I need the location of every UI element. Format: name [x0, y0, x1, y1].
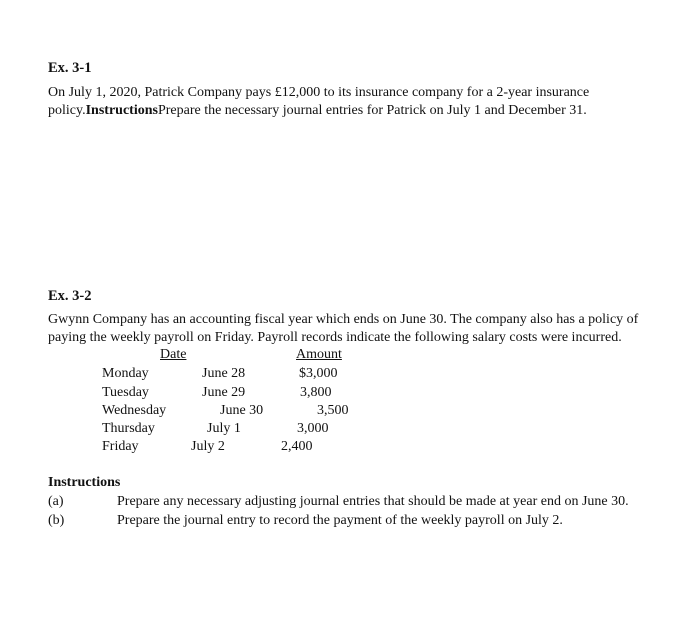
instruction-label: (b)	[48, 513, 65, 528]
table-header-date: Date	[160, 347, 187, 362]
ex31-text-line2-end: Prepare the necessary journal entries for Patrick on July 1 and December 31.	[157, 103, 587, 118]
table-cell-day: Thursday	[102, 421, 155, 436]
ex32-text-line2: paying the weekly payroll on Friday. Payroll records indicate the following salary costs were incurred.	[48, 330, 622, 345]
table-cell-day: Monday	[102, 366, 149, 381]
table-cell-day: Wednesday	[102, 403, 167, 418]
ex31-text-line2-start: policy.	[48, 103, 86, 118]
table-cell-date: July 2	[191, 439, 225, 454]
instruction-text: Prepare any necessary adjusting journal entries that should be made at year end on June 30.	[117, 494, 629, 509]
table-cell-date: July 1	[207, 421, 241, 436]
ex32-text-line1: Gwynn Company has an accounting fiscal year which ends on June 30. The company also has a policy of	[48, 312, 639, 327]
ex31-title: Ex. 3-1	[48, 60, 92, 76]
table-cell-day: Tuesday	[102, 385, 149, 400]
table-cell-amount: $3,000	[299, 366, 338, 381]
table-cell-amount: 3,000	[297, 421, 329, 436]
ex31-instructions-label: Instructions	[85, 103, 158, 118]
table-cell-amount: 3,500	[317, 403, 349, 418]
table-cell-date: June 29	[202, 385, 246, 400]
ex31-text-line2	[48, 102, 587, 120]
table-cell-day: Friday	[102, 439, 139, 454]
table-header-amount: Amount	[296, 347, 342, 362]
ex31-text-line1: On July 1, 2020, Patrick Company pays £12,000 to its insurance company for a 2-year insurance	[48, 85, 590, 100]
ex32-title: Ex. 3-2	[48, 288, 92, 304]
instruction-label: (a)	[48, 494, 64, 509]
table-cell-amount: 3,800	[300, 385, 332, 400]
table-cell-date: June 28	[202, 366, 246, 381]
instruction-text: Prepare the journal entry to record the payment of the weekly payroll on July 2.	[117, 513, 563, 528]
table-cell-date: June 30	[220, 403, 264, 418]
table-cell-amount: 2,400	[281, 439, 313, 454]
instructions-heading: Instructions	[48, 475, 121, 490]
